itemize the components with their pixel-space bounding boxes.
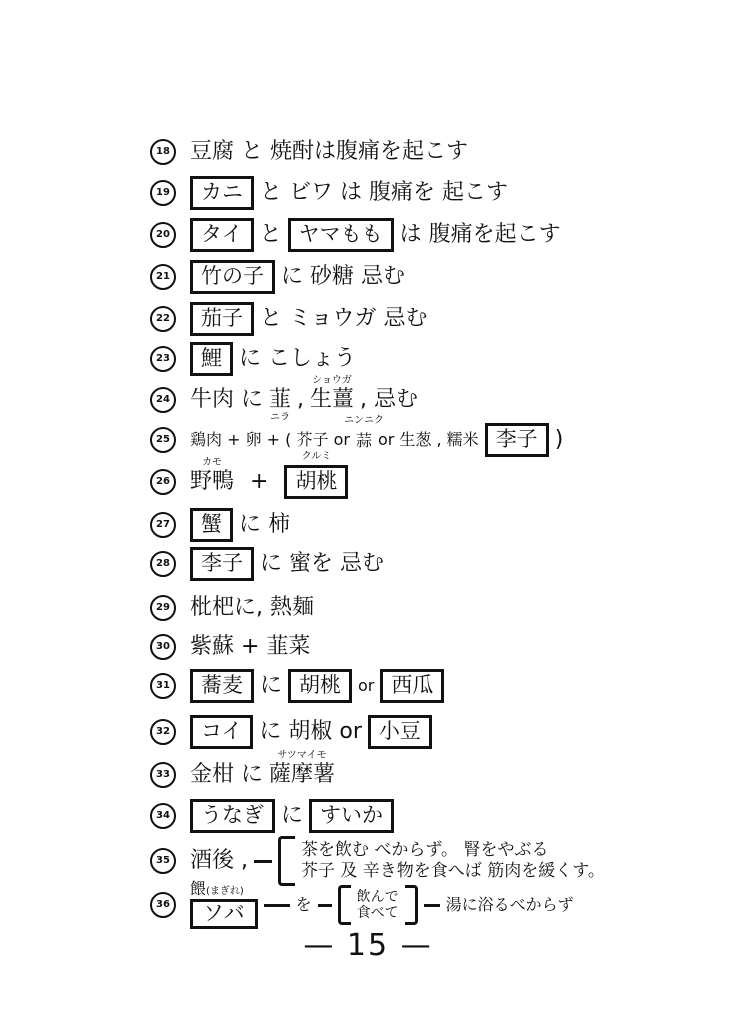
term: 野鴨 <box>190 469 235 494</box>
boxed-term: カニ <box>190 176 254 209</box>
boxed-term: 胡桃 <box>288 669 352 702</box>
item-text: or <box>358 676 375 695</box>
item-28 <box>150 545 384 583</box>
item-number: 24 <box>150 387 176 413</box>
item-22 <box>150 300 428 338</box>
item-number: 25 <box>150 427 176 453</box>
item-27 <box>150 506 290 544</box>
annotated-term <box>190 457 235 494</box>
boxed-term: 竹の子 <box>190 260 275 293</box>
item-text: は 腹痛を起こす <box>399 222 561 247</box>
term: 生薑 <box>310 387 355 412</box>
item-number: 28 <box>150 551 176 577</box>
boxed-term: 李子 <box>190 547 254 580</box>
item-number: 32 <box>150 719 176 745</box>
item-33 <box>150 750 336 794</box>
item-35 <box>150 838 605 884</box>
branch-line: 飲んで <box>356 889 399 905</box>
item-text: に 蜜を 忌む <box>260 551 384 576</box>
page-number: — 15 — <box>303 928 433 963</box>
item-number: 26 <box>150 469 176 495</box>
boxed-term: 鯉 <box>190 342 233 375</box>
annotated-term <box>269 750 336 787</box>
item-text: 酒後 , <box>190 848 248 873</box>
item-text: に 胡椒 or <box>259 719 362 744</box>
term: 餵 <box>190 879 207 899</box>
item-number: 20 <box>150 222 176 248</box>
item-text: に こしょう <box>239 346 356 371</box>
item-number: 19 <box>150 180 176 206</box>
item-number: 18 <box>150 139 176 165</box>
item-number: 23 <box>150 346 176 372</box>
item-text: に 砂糖 忌む <box>281 264 405 289</box>
item-18 <box>150 133 468 171</box>
item-23 <box>150 340 356 378</box>
item-text: + <box>250 469 269 494</box>
item-number: 31 <box>150 673 176 699</box>
term: 薩摩薯 <box>269 762 336 787</box>
reading-note: (まぎれ) <box>206 886 244 898</box>
term: 韮 <box>269 387 292 412</box>
boxed-term: 李子 <box>485 423 549 456</box>
item-number: 29 <box>150 595 176 621</box>
branch-lines <box>357 890 399 920</box>
item-text: 金柑 に <box>190 762 263 787</box>
item-text: 枇杷に, 熱麺 <box>190 595 314 620</box>
boxed-term: すいか <box>309 799 394 832</box>
item-number: 33 <box>150 762 176 788</box>
reading-note: ニンニク <box>343 415 384 426</box>
item-number: 36 <box>150 892 176 918</box>
item-text: 紫蘇 + 韮菜 <box>190 634 311 659</box>
item-text: 湯に浴るべからず <box>445 895 574 914</box>
boxed-term: うなぎ <box>190 799 275 832</box>
connector-line <box>318 904 332 907</box>
term-group <box>190 881 258 928</box>
item-text: と ビワ は 腹痛を 起こす <box>260 180 508 205</box>
branch-line: 食べて <box>356 905 399 921</box>
item-number: 30 <box>150 634 176 660</box>
item-number: 21 <box>150 264 176 290</box>
boxed-term: 小豆 <box>368 715 432 748</box>
item-text: , <box>297 387 305 412</box>
item-30 <box>150 628 310 666</box>
branch-lines <box>301 842 605 880</box>
boxed-term: コイ <box>190 715 253 748</box>
bracket <box>405 885 418 925</box>
item-number: 35 <box>150 848 176 874</box>
reading-note: サツマイモ <box>277 750 327 761</box>
boxed-term: 茄子 <box>190 302 254 335</box>
annotated-term <box>284 451 348 498</box>
item-text: or 生葱 , 糯米 <box>377 430 479 449</box>
item-text: に <box>281 803 304 828</box>
boxed-term: 西瓜 <box>380 669 444 702</box>
item-36 <box>150 880 574 930</box>
boxed-term: 胡桃 <box>284 465 348 498</box>
item-text: と ミョウガ 忌む <box>260 306 428 331</box>
item-text: を <box>295 895 312 914</box>
item-text: ) <box>554 427 564 452</box>
item-text: 牛肉 に <box>190 387 263 412</box>
item-number: 22 <box>150 306 176 332</box>
item-32 <box>150 713 432 751</box>
item-21 <box>150 258 405 296</box>
item-number: 34 <box>150 803 176 829</box>
reading-note: クルミ <box>301 451 332 463</box>
item-text: , 忌む <box>360 387 419 412</box>
term: 蒜 <box>355 431 372 450</box>
item-text: 鶏肉 + 卵 + ( 芥子 or <box>190 430 350 449</box>
item-20 <box>150 216 561 254</box>
connector-line <box>254 860 272 863</box>
annotated-term <box>343 415 384 451</box>
item-34 <box>150 797 394 835</box>
reading-note: ニラ <box>270 412 290 423</box>
boxed-term: ヤマもも <box>288 218 394 251</box>
bracket <box>278 836 295 886</box>
branch-line: 茶を飲む べからず。 腎をやぶる <box>301 840 549 860</box>
item-number: 27 <box>150 512 176 538</box>
item-text: に <box>260 673 283 698</box>
boxed-term: 蕎麦 <box>190 669 254 702</box>
item-26 <box>150 451 348 501</box>
connector-line <box>264 904 290 907</box>
boxed-term: タイ <box>190 218 254 251</box>
boxed-term: 蟹 <box>190 508 233 541</box>
term-with-note <box>190 881 244 897</box>
boxed-term: ソバ <box>190 899 258 928</box>
item-text: 豆腐 と 焼酎は腹痛を起こす <box>190 139 468 164</box>
branch-line: 芥子 及 辛き物を食へば 筋肉を緩くす。 <box>301 861 605 881</box>
annotated-term <box>269 387 292 423</box>
item-29 <box>150 589 314 627</box>
connector-line <box>424 904 440 907</box>
reading-note: カモ <box>202 457 222 468</box>
item-text: に 柿 <box>239 512 290 537</box>
item-19 <box>150 174 508 212</box>
bracket <box>338 885 351 925</box>
item-31 <box>150 667 444 705</box>
item-text: と <box>259 222 282 247</box>
annotated-term <box>310 375 355 412</box>
reading-note: ショウガ <box>312 375 352 386</box>
